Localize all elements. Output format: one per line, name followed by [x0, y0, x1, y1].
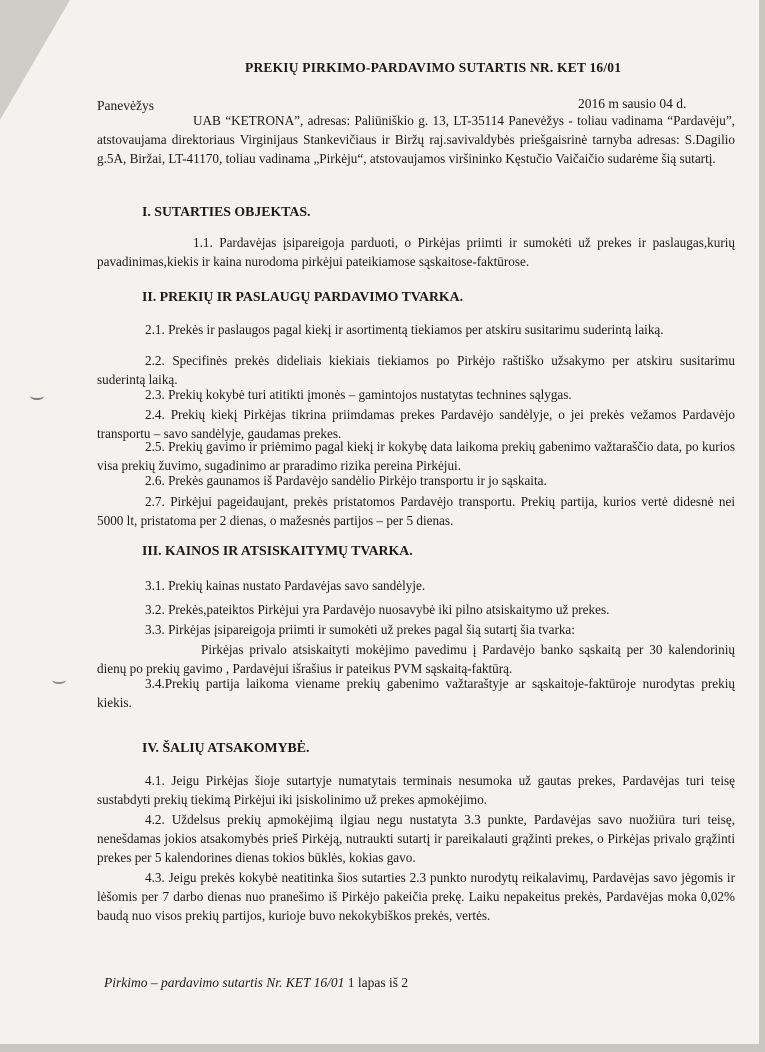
clause-1-1: 1.1. Pardavėjas įsipareigoja parduoti, o Pirkėjas priimti ir sumokėti už prekes ir paslaugas,kurių pavadinimas,kiekis ir kaina nurodoma pirkėjui pateikiamose sąskaitose-faktūrose. [97, 235, 735, 269]
clause-3-1: 3.1. Prekių kainas nustato Pardavėjas savo sandėlyje. [145, 578, 426, 593]
folded-corner [0, 0, 70, 120]
clause-2-5: 2.5. Prekių gavimo ir priėmimo pagal kiekį ir kokybę data laikoma prekių gabenimo važtaraščio data, po kurios visa prekių žuvimo, sugadinimo ar praradimo rizika pereina Pirkėjui. [97, 439, 735, 473]
footer-contract-ref: Pirkimo – pardavimo sutartis Nr. KET 16/01 [104, 975, 345, 990]
clause-2-2: 2.2. Specifinės prekės dideliais kiekiais tiekiamos po Pirkėjo raštiško užsakymo per atskiru susitarimu suderintą laiką. [97, 353, 735, 387]
section-heading-1: I. SUTARTIES OBJEKTAS. [142, 204, 311, 219]
clause-2-3: 2.3. Prekių kokybė turi atitikti įmonės – gamintojos nustatytas technines sąlygas. [145, 387, 572, 402]
section-heading-3: III. KAINOS IR ATSISKAITYMŲ TVARKA. [142, 543, 413, 558]
clause-2-4: 2.4. Prekių kiekį Pirkėjas tikrina priimdamas prekes Pardavėjo sandėlyje, o jei prekės vežamos Pardavėjo transportu – savo sandėlyje, gaudamas prekes. [97, 407, 735, 441]
contract-place: Panevėžys [97, 98, 154, 113]
clause-3-2: 3.2. Prekės,pateiktos Pirkėjui yra Pardavėjo nuosavybė iki pilno atsiskaitymo už prekes. [145, 602, 610, 617]
clause-2-6: 2.6. Prekės gaunamos iš Pardavėjo sandėlio Pirkėjo transportu ir jo sąskaita. [145, 473, 547, 488]
clause-3-4: 3.4.Prekių partija laikoma viename prekių gabenimo važtaraštyje ar sąskaitoje-faktūroje nurodytas prekių kiekis. [97, 676, 735, 710]
page-edge-bottom [0, 1044, 765, 1052]
clause-3-3-terms: Pirkėjas privalo atsiskaityti mokėjimo pavedimu į Pardavėjo banko sąskaitą per 30 kalendorinių dienų po prekių gavimo , Pardavėjui išrašius ir pateikus PVM sąskaitą-faktūrą. [97, 642, 735, 676]
clause-4-2: 4.2. Uždelsus prekių apmokėjimą ilgiau negu nustatyta 3.3 punkte, Pardavėjas savo nuožiūra turi teisę, nenešdamas jokios atsakomybės prieš Pirkėją, nutraukti sutartį ir pareikalauti grąžinti prekes, o Pirkėjas privalo grąžinti prekes per 5 kalendorines dienas tokios būklės, kokias gavo. [97, 812, 735, 865]
page-footer [104, 975, 408, 991]
footer-page-number: 1 lapas iš 2 [347, 975, 409, 990]
clause-4-1: 4.1. Jeigu Pirkėjas šioje sutartyje numatytais terminais nesumoka už gautas prekes, Pardavėjas turi teisę sustabdyti prekių tiekimą Pirkėjui iki įsiskolinimo už prekes apmokėjimo. [97, 773, 735, 807]
clause-4-3: 4.3. Jeigu prekės kokybė neatitinka šios sutarties 2.3 punkto nurodytų reikalavimų, Pardavėjas savo jėgomis ir lėšomis per 7 darbo dienas nuo pranešimo iš Pirkėjo pakeičia prekę. Laiku nepakeitus prekės, Pardavėjas moka 0,02% baudą nuo visos prekių partijos, kurioje buvo nekokybiškos prekės, vertės. [97, 870, 735, 923]
clause-2-7: 2.7. Pirkėjui pageidaujant, prekės pristatomos Pardavėjo transportu. Prekių partija, kurios vertė didesnė nei 5000 lt, pristatoma per 2 dienas, o mažesnės partijos – per 5 dienas. [97, 494, 735, 528]
contract-intro: UAB “KETRONA”, adresas: Paliūniškio g. 13, LT-35114 Panevėžys - toliau vadinama “Pardavėju”, atstovaujama direktoriaus Virginijaus Stankevičiaus ir Biržų raj.savivaldybės priešgaisrinė tarnyba adresas: S.Dagilio g.5A, Biržai, LT-41170, toliau vadinama „Pirkėju“, atstovaujamos viršininko Kęstučio Vaičaičio sudarėme šią sutartį. [97, 113, 735, 166]
clause-2-1: 2.1. Prekės ir paslaugos pagal kiekį ir asortimentą tiekiamos per atskiru susitarimu suderintą laiką. [145, 322, 664, 337]
contract-date: 2016 m sausio 04 d. [578, 96, 687, 111]
section-heading-4: IV. ŠALIŲ ATSAKOMYBĖ. [142, 740, 310, 755]
punch-mark-top [30, 392, 44, 400]
page-edge-right [759, 0, 765, 1052]
clause-3-3: 3.3. Pirkėjas įsipareigoja priimti ir sumokėti už prekes pagal šią sutartį šia tvarka: [145, 622, 575, 637]
contract-title: PREKIŲ PIRKIMO-PARDAVIMO SUTARTIS NR. KET 16/01 [245, 60, 622, 75]
section-heading-2: II. PREKIŲ IR PASLAUGŲ PARDAVIMO TVARKA. [142, 289, 464, 304]
punch-mark-bottom [52, 676, 66, 684]
